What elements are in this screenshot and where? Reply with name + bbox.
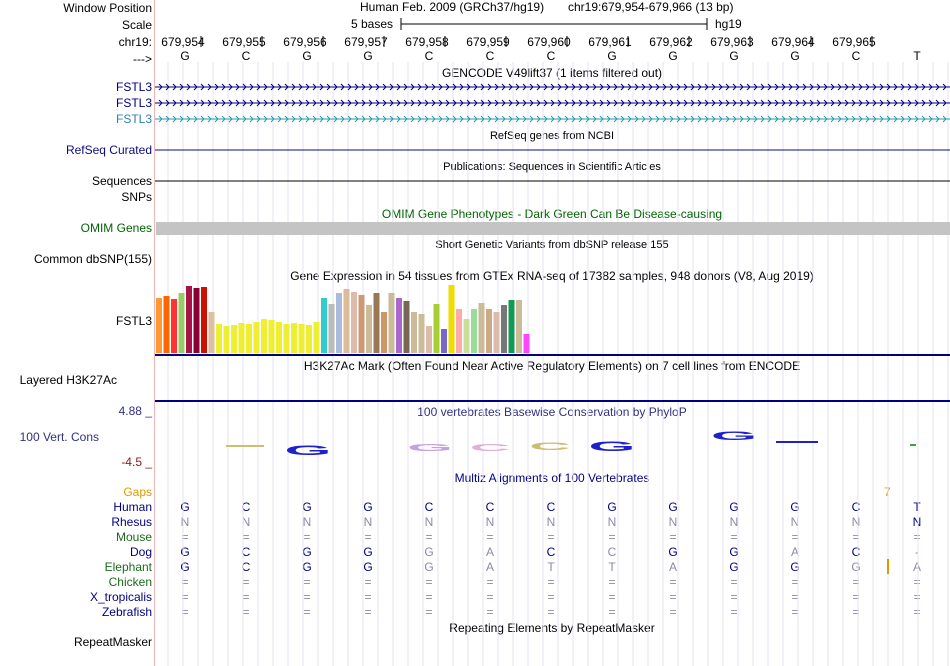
gtex-bar xyxy=(261,319,267,353)
alignment-base: = xyxy=(242,605,250,619)
alignment-base: = xyxy=(242,530,250,544)
alignment-base: = xyxy=(791,605,799,619)
track-label-cons[interactable]: 100 Vert. Cons xyxy=(19,430,99,444)
base-letter: G xyxy=(363,49,373,63)
alignment-base: C xyxy=(241,545,251,559)
track-label-fstl3-3[interactable]: FSTL3 xyxy=(115,112,152,126)
alignment-base: G xyxy=(180,560,190,574)
alignment-base: = xyxy=(669,605,677,619)
track-label-sequences[interactable]: Sequences xyxy=(91,174,152,188)
gtex-bar xyxy=(381,312,387,353)
alignment-base: = xyxy=(608,575,616,589)
alignment-base: G xyxy=(180,500,190,514)
track-label-fstl3-2[interactable]: FSTL3 xyxy=(115,96,152,110)
alignment-base: = xyxy=(486,590,494,604)
alignment-base: N xyxy=(180,515,190,529)
gtex-bar xyxy=(306,325,312,353)
gtex-bar xyxy=(464,319,470,353)
gtex-bar xyxy=(179,293,185,353)
alignment-base: G xyxy=(729,560,739,574)
title-gencode: GENCODE V49lift37 (1 items filtered out) xyxy=(441,66,663,80)
alignment-base: G xyxy=(363,500,373,514)
alignment-base: = xyxy=(913,575,921,589)
gtex-bar xyxy=(246,324,252,353)
omim-bar xyxy=(156,222,950,235)
alignment-base: = xyxy=(791,575,799,589)
alignment-base: = xyxy=(852,530,860,544)
track-label-snps[interactable]: SNPs xyxy=(121,190,152,204)
gtex-bar xyxy=(396,298,402,353)
alignment-base: G xyxy=(363,560,373,574)
alignment-base: = xyxy=(913,590,921,604)
alignment-base: = xyxy=(913,605,921,619)
gtex-bar xyxy=(239,323,245,353)
gtex-bar xyxy=(374,293,380,353)
alignment-base: N xyxy=(241,515,251,529)
gtex-bar xyxy=(186,286,192,353)
ruler-tick-label: 679,964 xyxy=(771,35,815,49)
ruler-tick-label: 679,960 xyxy=(527,35,571,49)
alignment-base: = xyxy=(181,530,189,544)
alignment-base: = xyxy=(669,590,677,604)
alignment-base: = xyxy=(303,575,311,589)
title-omim: OMIM Gene Phenotypes - Dark Green Can Be Disease-causing xyxy=(381,207,723,221)
gtex-bar xyxy=(501,305,507,353)
title-dbsnp: Short Genetic Variants from dbSNP release 155 xyxy=(435,239,669,251)
base-letter: G xyxy=(729,49,739,63)
position-readout: chr19:679,954-679,966 (13 bp) xyxy=(568,0,734,14)
alignment-base: C xyxy=(546,500,556,514)
gtex-bar xyxy=(449,285,455,353)
alignment-base: G xyxy=(302,560,312,574)
gtex-bar xyxy=(291,323,297,353)
label-scale: Scale xyxy=(121,18,152,32)
alignment-base: N xyxy=(912,515,922,529)
gaps-mark: 7 xyxy=(884,485,891,499)
title-pubs: Publications: Sequences in Scientific Articles xyxy=(443,161,661,173)
alignment-base: G xyxy=(302,545,312,559)
alignment-base: = xyxy=(303,605,311,619)
alignment-base: C xyxy=(424,500,434,514)
gtex-bar xyxy=(201,287,207,353)
track-label-gtex-gene[interactable]: FSTL3 xyxy=(115,314,152,328)
alignment-base: C xyxy=(241,560,251,574)
title-rmsk: Repeating Elements by RepeatMasker xyxy=(449,621,655,635)
base-letter: C xyxy=(424,49,434,63)
gtex-bar xyxy=(359,295,365,353)
gtex-bar xyxy=(509,300,515,353)
alignment-base: A xyxy=(912,560,922,574)
alignment-base: = xyxy=(852,605,860,619)
alignment-base: C xyxy=(546,545,556,559)
gtex-bar xyxy=(494,312,500,353)
species-label[interactable]: X_tropicalis xyxy=(89,590,152,604)
gtex-bar xyxy=(441,329,447,353)
alignment-base: = xyxy=(730,575,738,589)
assembly-title: Human Feb. 2009 (GRCh37/hg19) xyxy=(360,0,545,14)
alignment-base: = xyxy=(730,590,738,604)
gtex-bar xyxy=(479,303,485,353)
gtex-bar xyxy=(216,324,222,353)
base-letter: T xyxy=(913,49,921,63)
alignment-base: = xyxy=(547,605,555,619)
alignment-base: C xyxy=(607,545,617,559)
gtex-bar xyxy=(486,309,492,353)
alignment-base: G xyxy=(424,545,434,559)
gtex-bar xyxy=(156,298,162,353)
gtex-bar xyxy=(314,322,320,353)
base-letter: G xyxy=(668,49,678,63)
track-label-gaps[interactable]: Gaps xyxy=(123,485,152,499)
gtex-bar xyxy=(224,326,230,353)
species-label[interactable]: Human xyxy=(113,500,152,514)
ruler-tick-label: 679,955 xyxy=(222,35,266,49)
ruler-tick-label: 679,962 xyxy=(649,35,693,49)
alignment-base: G xyxy=(851,560,861,574)
alignment-base: = xyxy=(364,530,372,544)
cons-max-label: 4.88 _ xyxy=(118,404,152,418)
species-label[interactable]: Zebrafish xyxy=(101,605,152,619)
gtex-bar xyxy=(344,289,350,353)
alignment-base: = xyxy=(486,530,494,544)
phylop-letter: G xyxy=(407,441,453,454)
gtex-bar xyxy=(299,324,305,353)
gtex-bar xyxy=(321,298,327,353)
alignment-base: = xyxy=(242,590,250,604)
gtex-bar xyxy=(471,309,477,353)
alignment-base: G xyxy=(302,500,312,514)
gtex-bar xyxy=(366,305,372,353)
alignment-base: T xyxy=(547,560,555,574)
alignment-base: = xyxy=(425,530,433,544)
alignment-base: G xyxy=(729,500,739,514)
gtex-bar xyxy=(284,324,290,353)
alignment-base: = xyxy=(181,605,189,619)
alignment-base: G xyxy=(790,560,800,574)
base-letter: G xyxy=(790,49,800,63)
base-letter: G xyxy=(302,49,312,63)
base-letter: G xyxy=(607,49,617,63)
label-window-position: Window Position xyxy=(63,1,152,15)
alignment-base: = xyxy=(425,605,433,619)
track-label-refseq[interactable]: RefSeq Curated xyxy=(65,143,152,157)
alignment-base: = xyxy=(547,575,555,589)
gtex-bar xyxy=(524,334,530,353)
alignment-base: N xyxy=(607,515,617,529)
gtex-bar xyxy=(231,325,237,353)
alignment-base: = xyxy=(364,590,372,604)
alignment-base: = xyxy=(669,575,677,589)
alignment-base: = xyxy=(181,575,189,589)
ruler-tick-label: 679,954 xyxy=(161,35,205,49)
base-letter: C xyxy=(485,49,495,63)
gtex-bar xyxy=(254,322,260,353)
alignment-base: = xyxy=(425,590,433,604)
track-label-h3k27ac[interactable]: Layered H3K27Ac xyxy=(19,373,117,387)
alignment-base: = xyxy=(669,530,677,544)
alignment-base: N xyxy=(851,515,861,529)
phylop-letter: C xyxy=(469,442,511,454)
alignment-base: = xyxy=(486,605,494,619)
alignment-base: = xyxy=(425,575,433,589)
title-multiz: Multiz Alignments of 100 Vertebrates xyxy=(454,471,650,485)
title-gtex: Gene Expression in 54 tissues from GTEx RNA-seq of 17382 samples, 948 donors (V8, Aug 2019) xyxy=(290,269,814,283)
alignment-base: = xyxy=(608,590,616,604)
species-label[interactable]: Elephant xyxy=(104,560,152,574)
gtex-bar xyxy=(426,326,432,353)
track-label-dbsnp[interactable]: Common dbSNP(155) xyxy=(33,252,152,266)
alignment-base: G xyxy=(668,545,678,559)
gtex-bar xyxy=(411,312,417,353)
phylop-letter: C xyxy=(529,440,571,453)
alignment-base: G xyxy=(363,545,373,559)
gtex-bar xyxy=(194,288,200,353)
base-letter: C xyxy=(546,49,556,63)
track-label-repeatmasker[interactable]: RepeatMasker xyxy=(73,635,152,649)
alignment-base: T xyxy=(913,500,921,514)
scale-text: 5 bases xyxy=(351,17,394,31)
alignment-base: G xyxy=(180,545,190,559)
alignment-base: T xyxy=(608,560,616,574)
alignment-base: N xyxy=(546,515,556,529)
track-label-omim[interactable]: OMIM Genes xyxy=(80,221,152,235)
gtex-bar xyxy=(351,292,357,353)
alignment-base: = xyxy=(547,530,555,544)
phylop-letter: G xyxy=(710,429,758,443)
alignment-base: = xyxy=(913,530,921,544)
gtex-bar xyxy=(389,293,395,353)
alignment-base: C xyxy=(851,500,861,514)
alignment-base: = xyxy=(303,590,311,604)
ruler-tick-label: 679,959 xyxy=(466,35,510,49)
alignment-base: = xyxy=(791,590,799,604)
alignment-base: N xyxy=(424,515,434,529)
alignment-base: = xyxy=(608,605,616,619)
alignment-base: = xyxy=(852,575,860,589)
alignment-base: N xyxy=(363,515,373,529)
alignment-base: A xyxy=(668,560,678,574)
species-label[interactable]: Mouse xyxy=(115,530,152,544)
base-letter: C xyxy=(851,49,861,63)
alignment-base: = xyxy=(181,590,189,604)
gtex-bar xyxy=(164,296,170,353)
alignment-base: G xyxy=(729,545,739,559)
alignment-base: C xyxy=(851,545,861,559)
alignment-base: C xyxy=(241,500,251,514)
alignment-base: G xyxy=(668,500,678,514)
alignment-base: A xyxy=(485,560,495,574)
scale-db: hg19 xyxy=(715,17,742,31)
alignment-base: = xyxy=(730,605,738,619)
title-phylop: 100 vertebrates Basewise Conservation by PhyloP xyxy=(417,405,687,419)
ruler-tick-label: 679,958 xyxy=(405,35,449,49)
gtex-bar xyxy=(404,301,410,353)
gtex-bar xyxy=(171,299,177,353)
ruler-tick-label: 679,965 xyxy=(832,35,876,49)
alignment-base: A xyxy=(485,545,495,559)
alignment-base: N xyxy=(668,515,678,529)
ruler-tick-label: 679,956 xyxy=(283,35,327,49)
cons-min-label: -4.5 _ xyxy=(121,455,152,469)
alignment-base: = xyxy=(486,575,494,589)
species-label[interactable]: Dog xyxy=(129,545,152,559)
gtex-bar xyxy=(434,304,440,353)
title-h3k27ac: H3K27Ac Mark (Often Found Near Active Regulatory Elements) on 7 cell lines from ENCODE xyxy=(303,359,801,373)
alignment-base: = xyxy=(364,575,372,589)
alignment-base: - xyxy=(915,545,919,559)
alignment-base: = xyxy=(852,590,860,604)
alignment-base: = xyxy=(608,530,616,544)
gtex-bar xyxy=(276,322,282,353)
gtex-bar xyxy=(269,320,275,353)
gtex-bar xyxy=(419,314,425,353)
alignment-base: G xyxy=(607,500,617,514)
base-letter: C xyxy=(241,49,251,63)
alignment-base: N xyxy=(485,515,495,529)
alignment-base: N xyxy=(729,515,739,529)
alignment-base: = xyxy=(547,590,555,604)
alignment-base: = xyxy=(791,530,799,544)
alignment-base: G xyxy=(424,560,434,574)
alignment-base: G xyxy=(790,500,800,514)
species-label[interactable]: Rhesus xyxy=(111,515,152,529)
title-refseq: RefSeq genes from NCBI xyxy=(489,130,615,142)
gtex-bar xyxy=(329,304,335,353)
gtex-bar xyxy=(209,312,215,353)
species-label[interactable]: Chicken xyxy=(108,575,152,589)
label-strand: ---> xyxy=(133,52,152,66)
ruler-tick-label: 679,957 xyxy=(344,35,388,49)
alignment-base: A xyxy=(790,545,800,559)
alignment-base: = xyxy=(242,575,250,589)
alignment-base: = xyxy=(303,530,311,544)
gtex-bar xyxy=(456,309,462,353)
track-label-fstl3-1[interactable]: FSTL3 xyxy=(115,80,152,94)
alignment-base: N xyxy=(302,515,312,529)
alignment-base: C xyxy=(485,500,495,514)
gtex-bar xyxy=(516,300,522,353)
alignment-base: = xyxy=(364,605,372,619)
ruler-tick-label: 679,963 xyxy=(710,35,754,49)
alignment-base: = xyxy=(730,530,738,544)
phylop-letter: G xyxy=(284,442,332,459)
alignment-base: N xyxy=(790,515,800,529)
gtex-bar xyxy=(336,293,342,353)
label-chrom: chr19: xyxy=(118,35,152,49)
phylop-letter: G xyxy=(588,438,636,455)
base-letter: G xyxy=(180,49,190,63)
ruler-tick-label: 679,961 xyxy=(588,35,632,49)
